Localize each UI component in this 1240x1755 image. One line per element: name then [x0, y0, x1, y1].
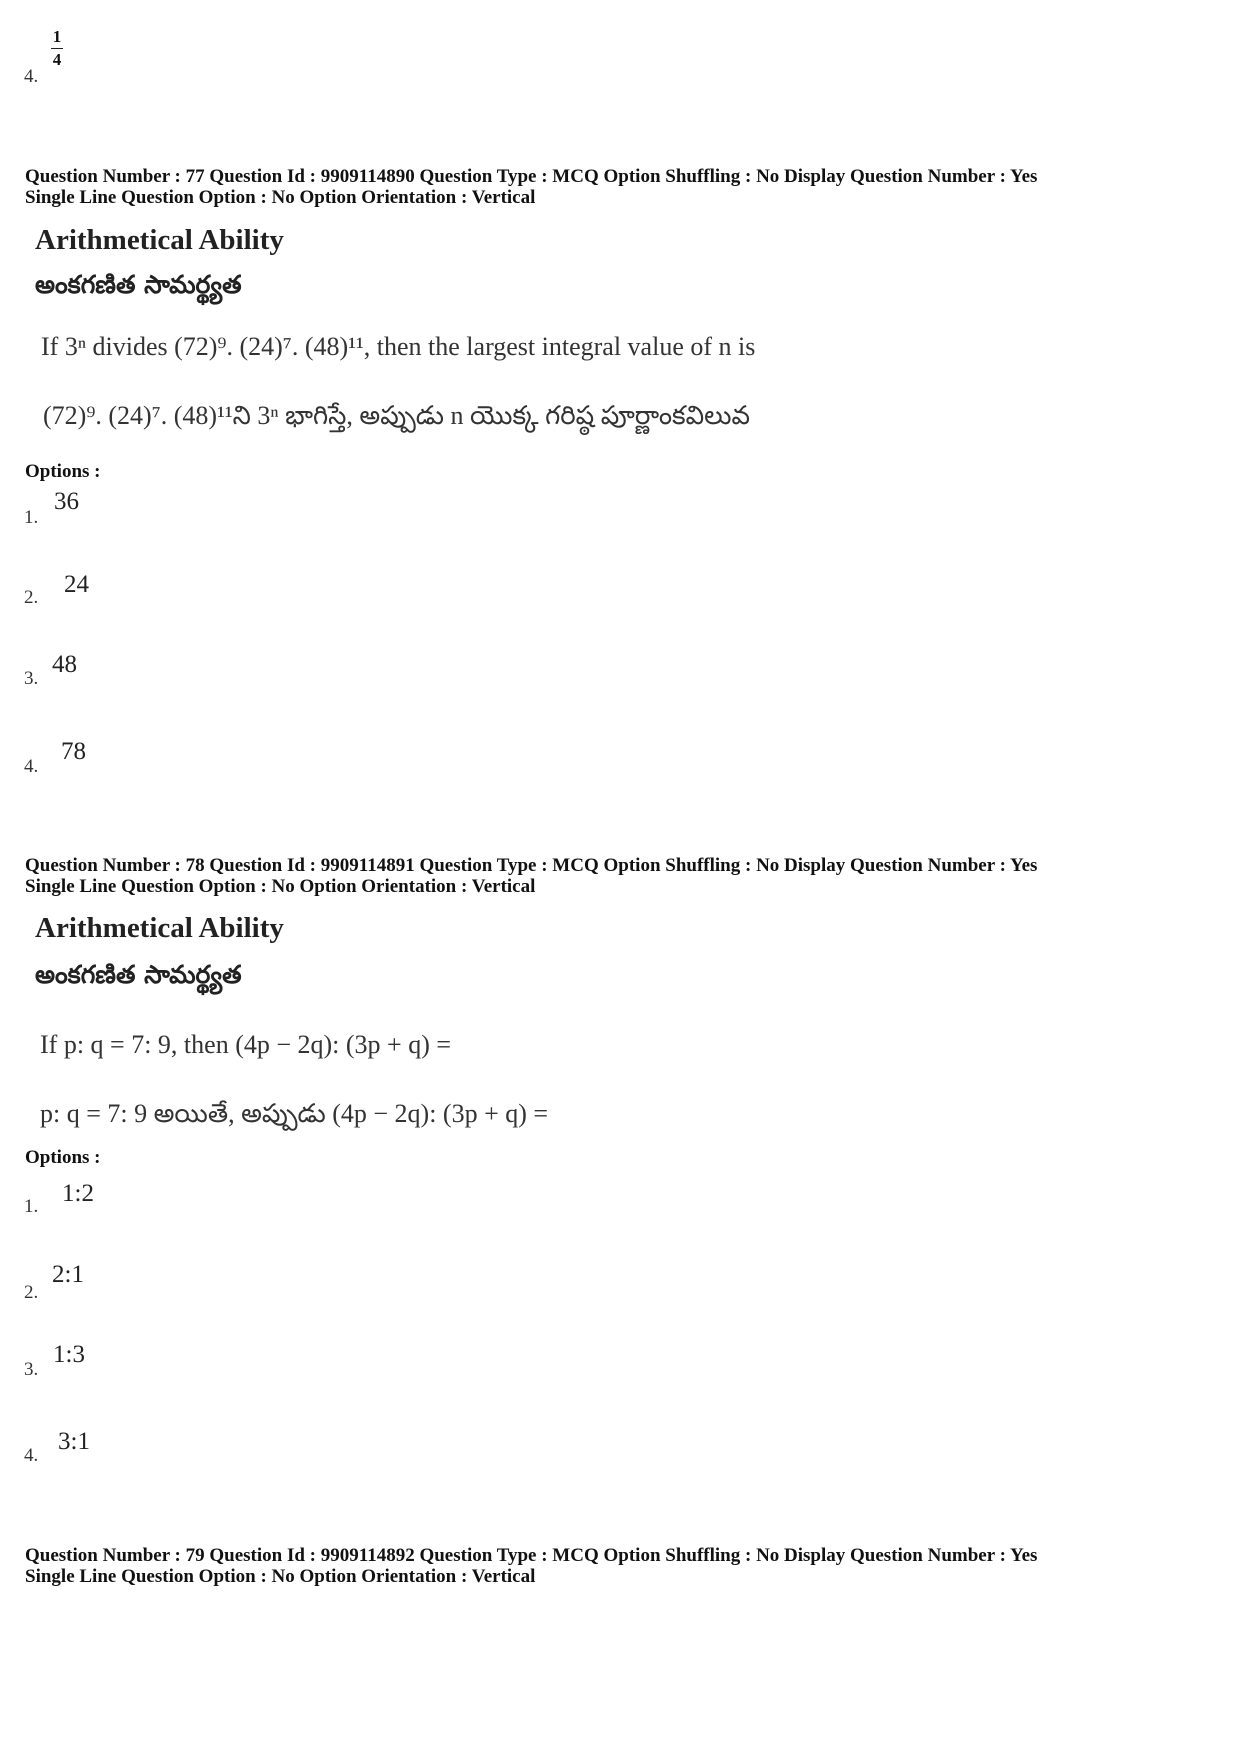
option-number: 1. [24, 1196, 39, 1217]
option-value[interactable]: 36 [54, 488, 79, 515]
question-78-text-en: If p: q = 7: 9, then (4p − 2q): (3p + q) = [40, 1030, 452, 1059]
question-77-meta-line2: Single Line Question Option : No Option Orientation : Vertical [25, 187, 536, 208]
option-value[interactable]: 1:2 [62, 1180, 94, 1207]
question-77-text-te: (72)⁹. (24)⁷. (48)¹¹ని 3ⁿ భాగిస్తే, అప్పుడు n యొక్క గరిష్ఠ పూర్ణాంకవిలువ [43, 401, 750, 430]
option-number: 2. [24, 587, 39, 608]
question-77-subject-en: Arithmetical Ability [35, 224, 284, 256]
option-number: 4. [24, 1445, 39, 1466]
option-number: 1. [24, 507, 39, 528]
question-77-options-label: Options : [25, 461, 101, 482]
question-78-meta-line2: Single Line Question Option : No Option Orientation : Vertical [25, 876, 536, 897]
option-value[interactable]: 48 [52, 651, 77, 678]
question-79-meta-line1: Question Number : 79 Question Id : 9909114892 Question Type : MCQ Option Shuffling : No Display Question Number : Yes [25, 1545, 1038, 1566]
fraction-numerator: 1 [52, 27, 62, 46]
question-78-subject-en: Arithmetical Ability [35, 912, 284, 944]
fraction-bar [51, 48, 63, 49]
option-number: 3. [24, 668, 39, 689]
prev-option-number: 4. [24, 66, 39, 87]
question-78-text-te: p: q = 7: 9 అయితే, అప్పుడు (4p − 2q): (3p + q) = [40, 1099, 549, 1128]
question-77-subject-te: అంకగణిత సామర్థ్యత [35, 270, 242, 299]
fraction-denominator: 4 [52, 50, 62, 69]
option-value[interactable]: 24 [64, 571, 89, 598]
question-78-options-label: Options : [25, 1147, 101, 1168]
question-78-meta-line1: Question Number : 78 Question Id : 9909114891 Question Type : MCQ Option Shuffling : No Display Question Number : Yes [25, 855, 1038, 876]
option-number: 3. [24, 1359, 39, 1380]
prev-option-fraction [51, 28, 63, 69]
option-number: 4. [24, 756, 39, 777]
question-77-text-en: If 3ⁿ divides (72)⁹. (24)⁷. (48)¹¹, then the largest integral value of n is [41, 332, 756, 361]
option-value[interactable]: 1:3 [53, 1341, 85, 1368]
question-78-subject-te: అంకగణిత సామర్థ్యత [35, 960, 242, 989]
question-77-meta-line1: Question Number : 77 Question Id : 9909114890 Question Type : MCQ Option Shuffling : No Display Question Number : Yes [25, 166, 1038, 187]
question-79-meta-line2: Single Line Question Option : No Option Orientation : Vertical [25, 1566, 536, 1587]
option-number: 2. [24, 1282, 39, 1303]
option-value[interactable]: 78 [61, 738, 86, 765]
option-value[interactable]: 2:1 [52, 1261, 84, 1288]
option-value[interactable]: 3:1 [58, 1428, 90, 1455]
